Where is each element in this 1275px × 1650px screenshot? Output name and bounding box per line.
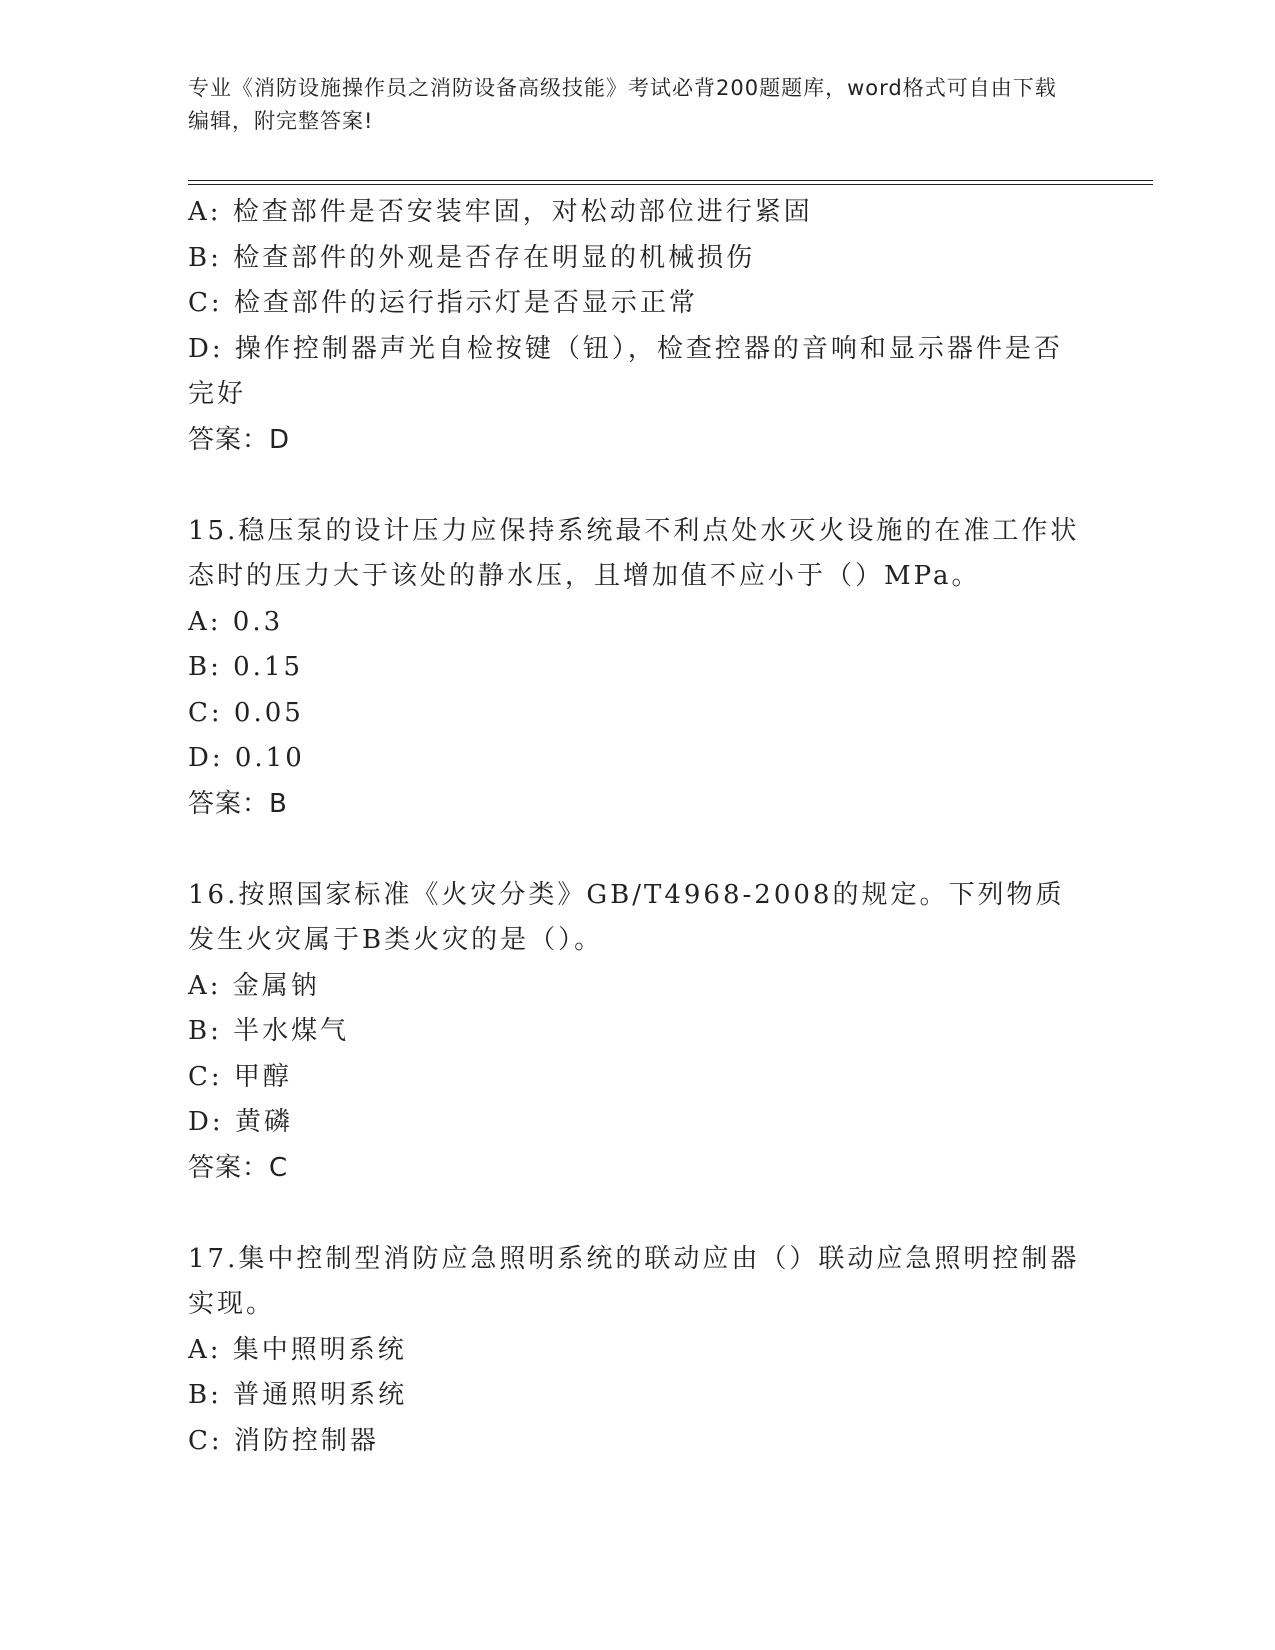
question-block-16: [188, 873, 1088, 1192]
answer-label: 答案：D: [188, 424, 291, 455]
header-divider-bottom: [188, 184, 1153, 185]
option-c: C: 检查部件的运行指示灯是否显示正常: [188, 288, 698, 318]
question-block-17: [188, 1237, 1088, 1465]
question-content: [188, 190, 1088, 1464]
question-block-14: [188, 190, 1088, 463]
question-stem: 15.稳压泵的设计压力应保持系统最不利点处水灭火设施的在准工作状态时的压力大于该处的静水压，且增加值不应小于（）MPa。: [188, 515, 1080, 591]
question-block-15: [188, 509, 1088, 828]
option-a: A: 检查部件是否安装牢固，对松动部位进行紧固: [188, 197, 813, 227]
option-c: C: 甲醇: [188, 1061, 292, 1092]
option-d: D: 操作控制器声光自检按键（钮），检查控器的音响和显示器件是否完好: [188, 333, 1063, 409]
option-a: A: 0.3: [188, 606, 284, 637]
option-c: C: 消防控制器: [188, 1425, 379, 1456]
spacer: [188, 827, 1088, 873]
answer-label: 答案：C: [188, 1152, 289, 1183]
option-b: B: 检查部件的外观是否存在明显的机械损伤: [188, 242, 756, 273]
question-stem: 17.集中控制型消防应急照明系统的联动应由（）联动应急照明控制器实现。: [188, 1243, 1080, 1319]
option-c: C: 0.05: [188, 697, 304, 728]
option-b: B: 普通照明系统: [188, 1380, 408, 1410]
spacer: [188, 1191, 1088, 1237]
option-d: D: 0.10: [188, 743, 305, 773]
question-stem: 16.按照国家标准《火灾分类》GB/T4968-2008的规定。下列物质发生火灾属于B类火灾的是（）。: [188, 879, 1065, 955]
document-header: 专业《消防设施操作员之消防设备高级技能》考试必背200题题库，word格式可自由下载编辑，附完整答案!: [188, 76, 1057, 133]
spacer: [188, 463, 1088, 509]
option-b: B: 半水煤气: [188, 1016, 350, 1046]
header-divider-top: [188, 180, 1153, 181]
option-a: A: 金属钠: [188, 970, 320, 1001]
option-d: D: 黄磷: [188, 1107, 293, 1137]
option-a: A: 集中照明系统: [188, 1334, 407, 1365]
answer-label: 答案：B: [188, 788, 288, 819]
option-b: B: 0.15: [188, 652, 304, 682]
